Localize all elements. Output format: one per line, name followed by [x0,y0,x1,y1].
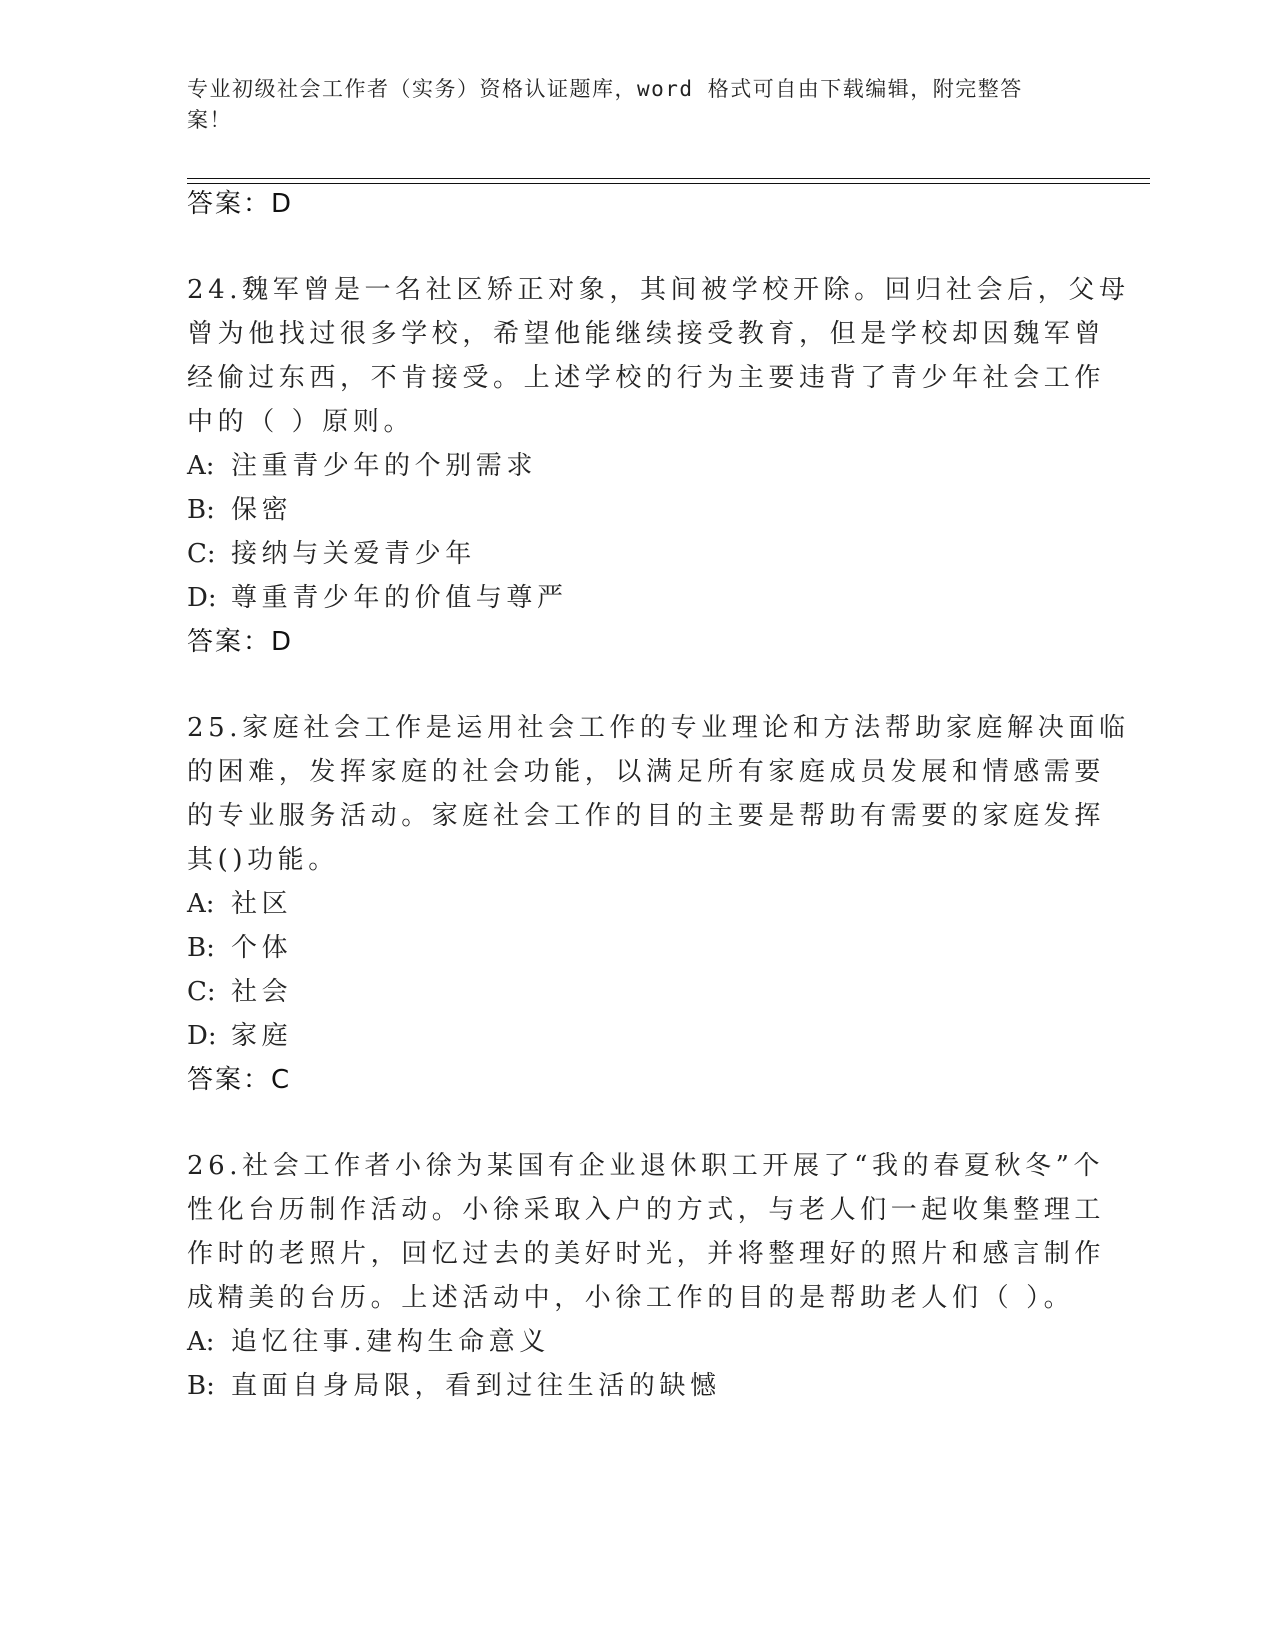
answer-prev: 答案：D [187,189,294,219]
option-d [187,1018,292,1054]
option-letter: B: [187,495,215,525]
answer-24: 答案：D [187,627,294,657]
answer-25: 答案：C [187,1065,292,1095]
option-letter: B: [187,1371,215,1401]
question-text-line: 的专业服务活动。家庭社会工作的目的主要是帮助有需要的家庭发挥 [187,801,1106,831]
option-letter: A: [187,451,215,481]
option-text: 社会 [231,977,293,1007]
option-letter: D: [187,583,217,613]
option-text: 保密 [231,495,293,525]
header-rule-top [187,178,1150,179]
question-text-line: 成精美的台历。上述活动中，小徐工作的目的是帮助老人们（ ）。 [187,1283,1075,1313]
question-text-line: 其()功能。 [187,845,339,875]
question-text-line: 中的（ ）原则。 [187,407,415,437]
question-text-line: 24.魏军曾是一名社区矫正对象，其间被学校开除。回归社会后，父母 [187,275,1130,305]
option-a [187,886,292,922]
option-text: 尊重青少年的价值与尊严 [231,583,568,613]
option-letter: A: [187,1327,215,1357]
option-text: 接纳与关爱青少年 [231,539,476,569]
option-a [187,448,537,484]
header-rule-bottom [187,183,1150,184]
option-letter: D: [187,1021,217,1051]
question-text-line: 25.家庭社会工作是运用社会工作的专业理论和方法帮助家庭解决面临 [187,713,1130,743]
question-text-line: 性化台历制作活动。小徐采取入户的方式，与老人们一起收集整理工 [187,1195,1106,1225]
option-text: 追忆往事.建构生命意义 [231,1327,550,1357]
option-letter: C: [187,539,216,569]
question-text-line: 经偷过东西，不肯接受。上述学校的行为主要违背了青少年社会工作 [187,363,1106,393]
option-letter: C: [187,977,216,1007]
option-d [187,580,568,616]
question-text-line: 作时的老照片，回忆过去的美好时光，并将整理好的照片和感言制作 [187,1239,1106,1269]
option-text: 社区 [231,889,293,919]
option-b [187,492,292,528]
option-text: 注重青少年的个别需求 [231,451,538,481]
option-c [187,974,292,1010]
option-text: 直面自身局限，看到过往生活的缺憾 [231,1371,721,1401]
option-letter: A: [187,889,215,919]
question-text-line: 曾为他找过很多学校，希望他能继续接受教育，但是学校却因魏军曾 [187,319,1106,349]
option-b [187,1368,721,1404]
option-c [187,536,476,572]
question-text-line: 的困难，发挥家庭的社会功能，以满足所有家庭成员发展和情感需要 [187,757,1106,787]
option-a [187,1324,550,1360]
question-text-line: 26.社会工作者小徐为某国有企业退休职工开展了“我的春夏秋冬”个 [187,1151,1105,1181]
option-text: 个体 [231,933,293,963]
option-letter: B: [187,933,215,963]
option-b [187,930,292,966]
option-text: 家庭 [231,1021,293,1051]
page-header: 专业初级社会工作者（实务）资格认证题库，word 格式可自由下载编辑，附完整答案！ [187,77,1023,132]
